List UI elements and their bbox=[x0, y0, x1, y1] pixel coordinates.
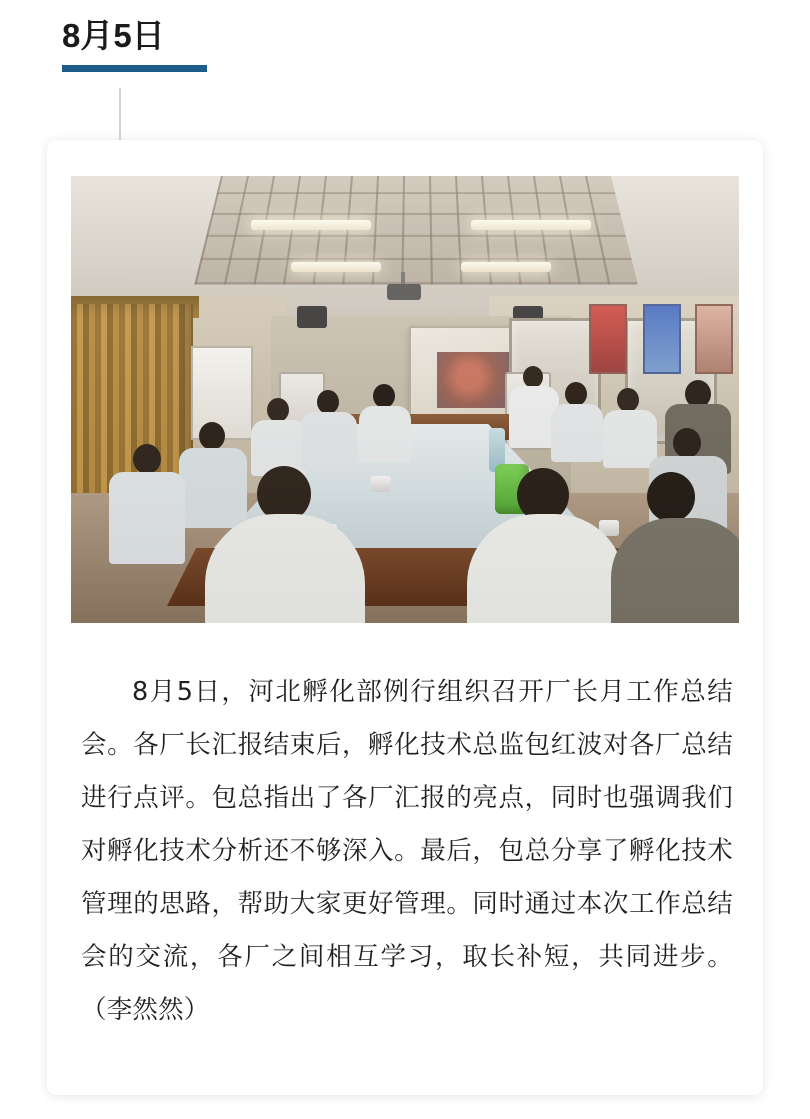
title-underline bbox=[62, 65, 207, 72]
projector bbox=[387, 284, 421, 300]
speaker bbox=[297, 306, 327, 328]
wall-poster bbox=[589, 304, 627, 374]
article-paragraph: 8月5日，河北孵化部例行组织召开厂长月工作总结会。各厂长汇报结束后，孵化技术总监包红波对各厂总结进行点评。包总指出了各厂汇报的亮点，同时也强调我们对孵化技术分析还不够深入。最后，包总分享了孵化技术管理的思路，帮助大家更好管理。同时通过本次工作总结会的交流，各厂之间相互学习，取长补短，共同进步。（李然然） bbox=[81, 676, 733, 1025]
ceiling-light bbox=[251, 220, 371, 230]
ceiling-light bbox=[291, 262, 381, 272]
ceiling-grid bbox=[194, 176, 638, 284]
meeting-room-photo bbox=[71, 176, 739, 623]
ceiling-light bbox=[461, 262, 551, 272]
photo-illustration bbox=[71, 176, 739, 623]
ceiling-light bbox=[471, 220, 591, 230]
whiteboard bbox=[191, 346, 253, 440]
wall-poster bbox=[695, 304, 733, 374]
cup bbox=[371, 476, 391, 492]
date-header bbox=[62, 14, 262, 72]
timeline-connector bbox=[119, 88, 121, 144]
content-card bbox=[47, 140, 763, 1095]
wall-poster bbox=[643, 304, 681, 374]
page-title: 8月5日 bbox=[62, 17, 165, 54]
